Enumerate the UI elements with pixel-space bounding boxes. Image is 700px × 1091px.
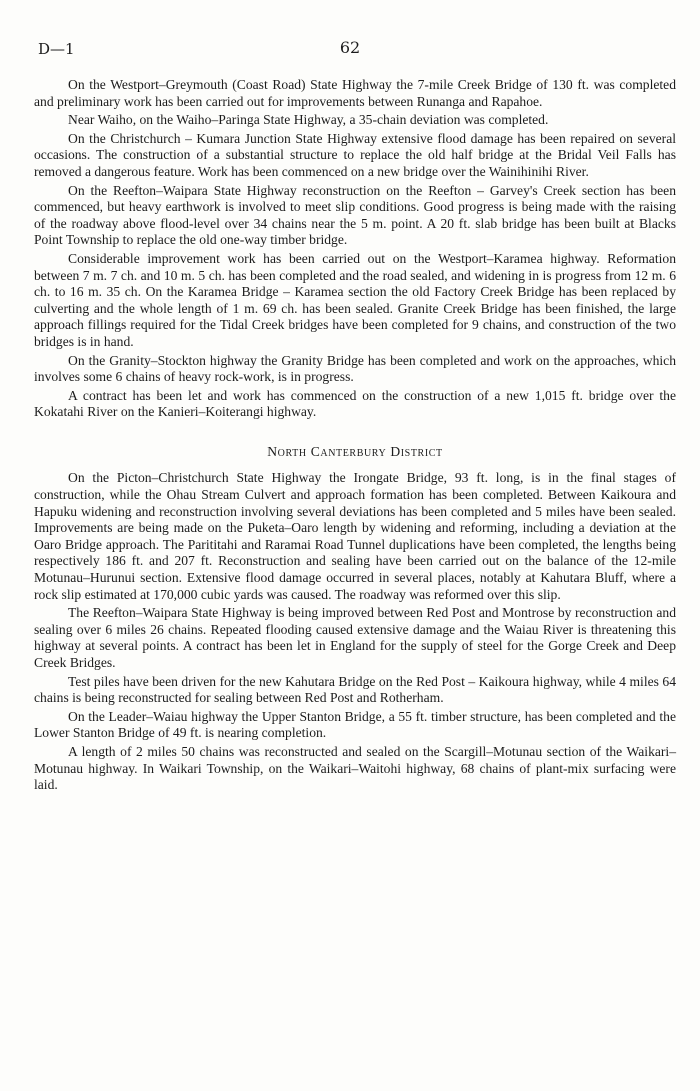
paragraph: Considerable improvement work has been carried out on the Westport–Karamea highway. Reformation between 7 m. 7 ch. and 10 m. 5 ch. has been completed and the road sealed, and widening in is progress from 12 m. 6 ch. to 16 m. 35 ch. On the Karamea Bridge – Karamea section the old Factory Creek Bridge has been replaced by culverting and the whole length of 1 m. 69 ch. has been sealed. Granite Creek Bridge has been finished, the large approach fillings required for the Tidal Creek bridges have been completed for 9 chains, and construction of the two bridges is in hand. <box>34 250 676 349</box>
section-heading: North Canterbury District <box>267 443 443 459</box>
paragraph: Test piles have been driven for the new Kahutara Bridge on the Red Post – Kaikoura highway, while 4 miles 64 chains is being reconstructed for sealing between Red Post and Rotherham. <box>34 673 676 706</box>
paragraph: On the Reefton–Waipara State Highway reconstruction on the Reefton – Garvey's Creek section has been commenced, but heavy earthwork is involved to meet slip conditions. Good progress is being made with the raising of the roadway above flood-level over 34 chains near the 5 m. point. A 20 ft. slab bridge has been built at Blacks Point Township to replace the old one-way timber bridge. <box>34 182 676 248</box>
paragraph: A contract has been let and work has commenced on the construction of a new 1,015 ft. bridge over the Kokatahi River on the Kanieri–Koiterangi highway. <box>34 387 676 420</box>
paragraph: On the Westport–Greymouth (Coast Road) State Highway the 7-mile Creek Bridge of 130 ft. was completed and preliminary work has been carried out for improvements between Runanga and Rapahoe. <box>34 77 676 109</box>
document-reference: D—1 <box>38 40 75 58</box>
paragraph: On the Picton–Christchurch State Highway the Irongate Bridge, 93 ft. long, is in the final stages of construction, while the Ohau Stream Culvert and approach formation has been completed. Between Kaikoura and Hapuku widening and reconstruction involving several deviations has been completed and 5 miles have been sealed. Improvements are being made on the Puketa–Oaro length by widening and reforming, including a deviation at the Oaro Bridge approach. The Parititahi and Raramai Road Tunnel duplications have been completed, the lengths being respectively 186 ft. and 207 ft. Reconstruction and sealing have been carried out on the balance of the 12-mile Motunau–Hurunui section. Extensive flood damage occurred in several places, notably at Kahutara Bluff, where a rock slip estimated at 170,000 cubic yards was caused. The roadway was reformed over this slip. <box>34 470 676 602</box>
paragraph: On the Granity–Stockton highway the Granity Bridge has been completed and work on the approaches, which involves some 6 chains of heavy rock-work, is in progress. <box>34 352 676 385</box>
page-body <box>34 77 676 796</box>
paragraph: On the Christchurch – Kumara Junction State Highway extensive flood damage has been repaired on several occasions. The construction of a substantial structure to replace the old half bridge at the Bridal Veil Falls has removed a dangerous feature. Work has been commenced on a new bridge over the Wainihinihi River. <box>34 130 676 179</box>
paragraph: On the Leader–Waiau highway the Upper Stanton Bridge, a 55 ft. timber structure, has been completed and the Lower Stanton Bridge of 49 ft. is nearing completion. <box>34 708 676 741</box>
paragraph: Near Waiho, on the Waiho–Paringa State Highway, a 35-chain deviation was completed. <box>68 112 549 128</box>
paragraph: The Reefton–Waipara State Highway is being improved between Red Post and Montrose by reconstruction and sealing over 6 miles 26 chains. Repeated flooding caused extensive damage and the Waiau River is threatening this highway at several points. A contract has been let in England for the supply of steel for the Gorge Creek and Deep Creek Bridges. <box>34 605 676 670</box>
page-number: 62 <box>339 38 361 57</box>
paragraph: A length of 2 miles 50 chains was reconstructed and sealed on the Scargill–Motunau section of the Waikari–Motunau highway. In Waikari Township, on the Waikari–Waitohi highway, 68 chains of plant-mix surfacing were laid. <box>34 743 676 793</box>
